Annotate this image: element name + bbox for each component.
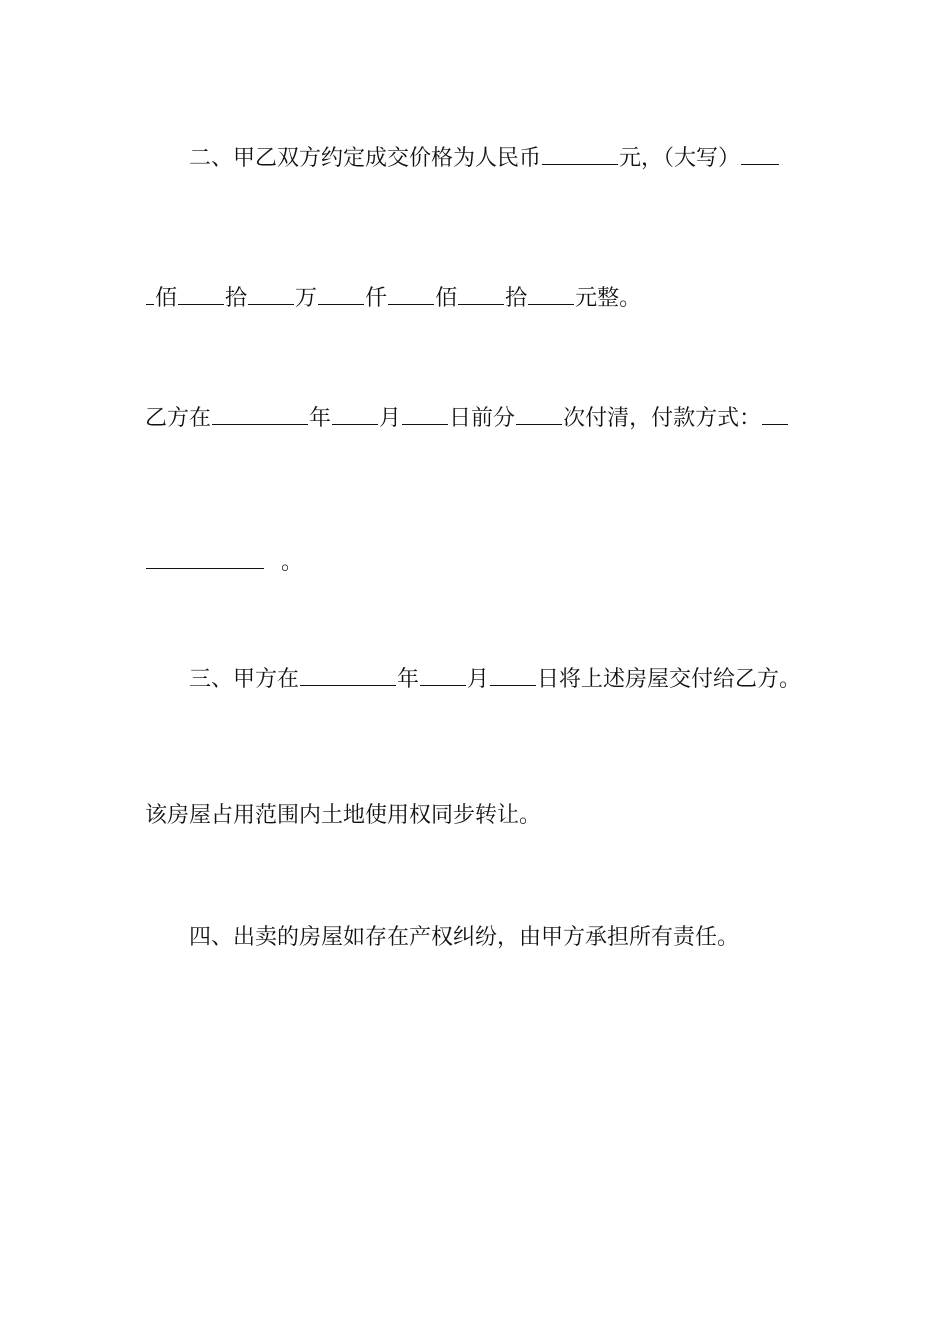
land-use-right-line — [145, 801, 825, 831]
payment-method-label: 次付清，付款方式： — [563, 406, 762, 431]
delivery-text: 日将上述房屋交付给乙方。 — [537, 667, 802, 692]
month-label: 月 — [467, 667, 490, 692]
price-blank — [542, 142, 618, 165]
month-blank — [420, 663, 466, 686]
blank — [318, 282, 364, 305]
unit-label: 佰 — [435, 286, 458, 311]
payment-method-blank — [146, 546, 264, 569]
blank — [458, 282, 504, 305]
blank — [388, 282, 434, 305]
year-blank — [300, 663, 396, 686]
unit-label: 万 — [295, 286, 318, 311]
year-blank — [212, 402, 308, 425]
clause-4-text: 四、出卖的房屋如存在产权纠纷，由甲方承担所有责任。 — [189, 925, 740, 950]
month-label: 月 — [379, 406, 402, 431]
land-use-right-text: 该房屋占用范围内土地使用权同步转让。 — [145, 803, 542, 828]
uppercase-blank — [741, 142, 779, 165]
unit-label: 拾 — [225, 286, 248, 311]
clause-4-line — [145, 923, 869, 953]
clause-2-price-line — [145, 142, 869, 174]
unit-label: 佰 — [155, 286, 178, 311]
blank — [528, 282, 574, 305]
blank — [146, 282, 154, 305]
blank — [248, 282, 294, 305]
day-blank — [490, 663, 536, 686]
month-blank — [332, 402, 378, 425]
times-blank — [516, 402, 562, 425]
clause-2-text: 二、甲乙双方约定成交价格为人民币 — [189, 146, 542, 171]
clause-3-text: 三、甲方在 — [189, 667, 300, 692]
period: 。 — [281, 550, 304, 575]
unit-label: 拾 — [505, 286, 528, 311]
uppercase-amount-line — [145, 282, 825, 314]
party-b-text: 乙方在 — [145, 406, 212, 431]
payment-schedule-line — [145, 402, 825, 434]
clause-3-line — [145, 663, 869, 695]
blank — [178, 282, 224, 305]
payment-method-blank — [762, 402, 788, 425]
unit-label: 仟 — [365, 286, 388, 311]
day-blank — [402, 402, 448, 425]
day-label: 日前分 — [449, 406, 516, 431]
yuan-uppercase-label: 元，（大写） — [619, 146, 741, 171]
year-label: 年 — [309, 406, 332, 431]
year-label: 年 — [397, 667, 420, 692]
amount-end: 元整。 — [575, 286, 642, 311]
payment-method-continuation — [145, 546, 825, 578]
